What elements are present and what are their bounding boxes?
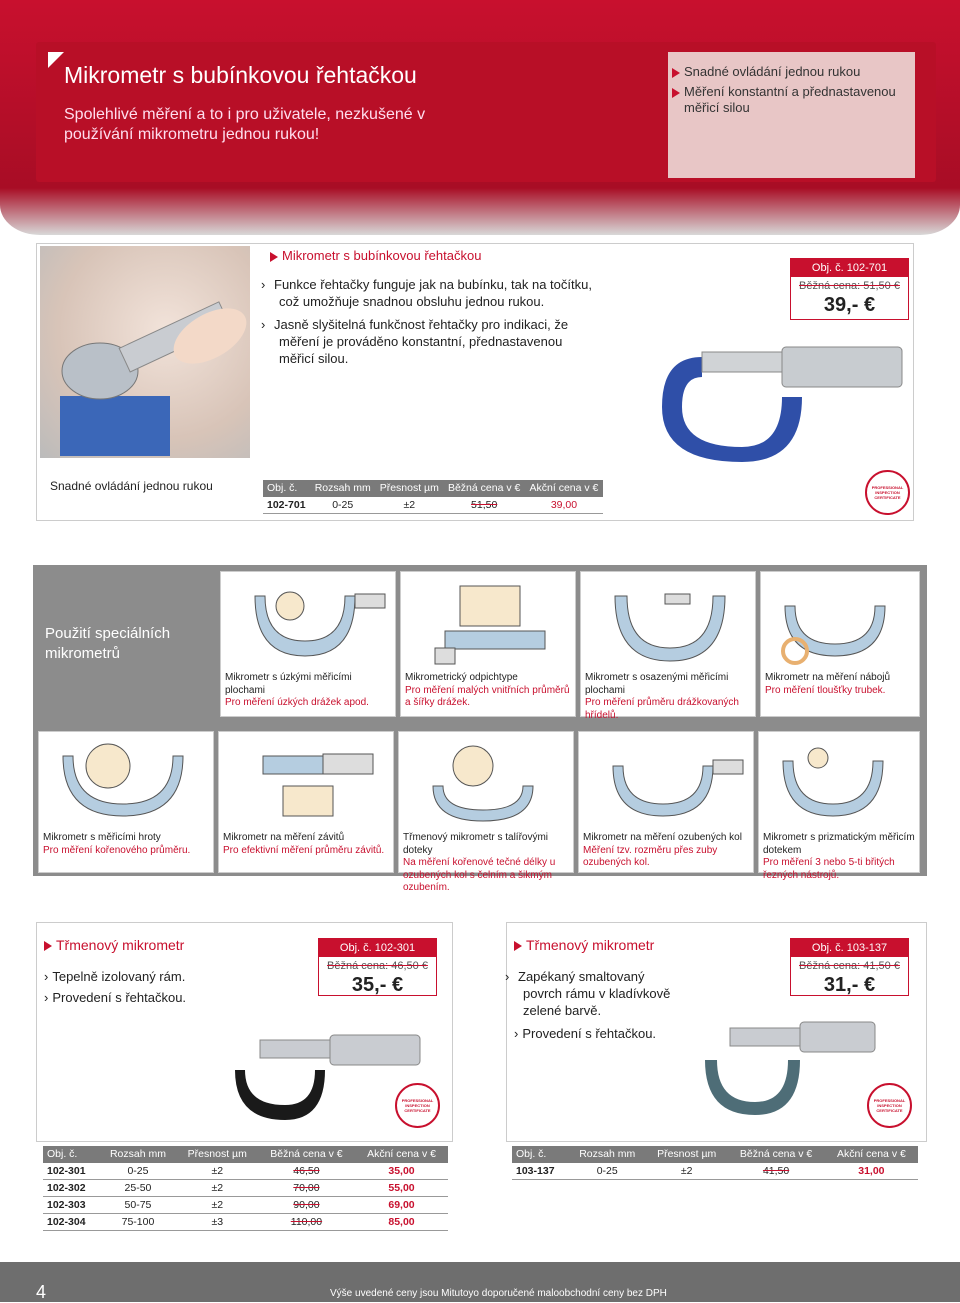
special-item: Mikrometr s měřicími hroty Pro měření kořenového průměru. — [38, 731, 214, 873]
footer-note: Výše uvedené ceny jsou Mitutoyo doporučené maloobchodní ceny bez DPH — [330, 1288, 667, 1299]
special-heading: Použití speciálních mikrometrů — [45, 625, 171, 662]
table-row: 102-301 0-25 ±2 46,50 35,00 — [43, 1163, 448, 1180]
point-anvils-diagram — [43, 736, 211, 826]
green-micrometer-illustration — [700, 1010, 880, 1120]
col-header: Akční cena v € — [825, 1146, 918, 1163]
page-number: 4 — [36, 1282, 47, 1302]
certificate-badge: PROFESSIONAL INSPECTION CERTIFICATE — [865, 470, 910, 515]
col-header: Rozsah mm — [568, 1146, 646, 1163]
special-item: Třmenový mikrometr s talířovými doteky Na měření kořenové tečné délky u ozubených kol s čelním a šikmým ozubením. — [398, 731, 574, 873]
product2-pricebox — [318, 938, 437, 996]
regular-price: Běžná cena: 41,50 € — [799, 960, 900, 972]
thread-diagram — [223, 736, 391, 826]
product1-heading: Mikrometr s bubínkovou řehtačkou — [270, 248, 481, 263]
col-header: Přesnost µm — [375, 480, 443, 497]
special-item: Mikrometr s prizmatickým měřicím dotekem Pro měření 3 nebo 5-ti břitých řezných nástrojů. — [758, 731, 920, 873]
col-header: Rozsah mm — [99, 1146, 176, 1163]
certificate-badge: PROFESSIONAL INSPECTION CERTIFICATE — [395, 1083, 440, 1128]
sale-price: 35,- € — [351, 974, 404, 996]
hand-micrometer-illustration — [40, 246, 250, 458]
product2-point: › Tepelně izolovaný rám. — [44, 969, 186, 984]
caliper-type-diagram — [405, 576, 573, 672]
table-row: 103-137 0-25 ±2 41,50 31,00 — [512, 1163, 918, 1180]
regular-price: Běžná cena: 51,50 € — [799, 280, 900, 292]
order-number: Obj. č. 102-301 — [319, 939, 436, 957]
product2-heading: Třmenový mikrometr — [44, 937, 184, 953]
product1-photo — [40, 246, 250, 458]
table-row: 102-302 25-50 ±2 70,00 55,00 — [43, 1180, 448, 1197]
hero-subtitle: Spolehlivé měření a to i pro uživatele, nezkušené v používání mikrometru jednou rukou! — [64, 106, 426, 143]
hero-bullets-panel — [668, 52, 915, 178]
product3-table — [512, 1146, 918, 1180]
col-header: Přesnost µm — [177, 1146, 258, 1163]
product1-point: › Funkce řehtačky funguje jak na bubínku, tak na točítku, což umožňuje snadnou obsluhu jednou rukou. — [261, 277, 592, 309]
table-row: 102-701 0-25 ±2 51,50 39,00 — [263, 497, 603, 514]
table-row: 102-303 50-75 ±2 90,00 69,00 — [43, 1197, 448, 1214]
photo-caption: Snadné ovládání jednou rukou — [50, 479, 213, 493]
hero-title: Mikrometr s bubínkovou řehtačkou — [64, 62, 417, 88]
hero-bullet: Snadné ovládání jednou rukou — [672, 64, 915, 80]
special-item: Mikrometr s úzkými měřicími plochami Pro měření úzkých drážek apod. — [220, 571, 396, 717]
col-header: Běžná cena v € — [727, 1146, 824, 1163]
special-item: Mikrometr na měření závitů Pro efektivní měření průměru závitů. — [218, 731, 394, 873]
corner-triangle — [48, 52, 64, 68]
table-row: 102-304 75-100 ±3 110,00 85,00 — [43, 1214, 448, 1231]
product3-pricebox — [790, 938, 909, 996]
order-number: Obj. č. 102-701 — [791, 259, 908, 277]
special-item: Mikrometr na měření nábojů Pro měření tloušťky trubek. — [760, 571, 920, 717]
special-item: Mikrometrický odpichtype Pro měření malých vnitřních průměrů a šířky drážek. — [400, 571, 576, 717]
col-header: Akční cena v € — [525, 480, 603, 497]
special-item: Mikrometr na měření ozubených kol Měření tzv. rozměru přes zuby ozubených kol. — [578, 731, 754, 873]
product3-point: › Provedení s řehtačkou. — [514, 1026, 657, 1041]
v-anvil-diagram — [763, 736, 917, 826]
product2-point: › Provedení s řehtačkou. — [44, 990, 187, 1005]
sale-price: 39,- € — [823, 294, 876, 316]
col-header: Běžná cena v € — [443, 480, 525, 497]
product2-table — [43, 1146, 448, 1231]
certificate-badge: PROFESSIONAL INSPECTION CERTIFICATE — [867, 1083, 912, 1128]
product1-table — [263, 480, 603, 514]
col-header: Obj. č. — [263, 480, 310, 497]
sale-price: 31,- € — [823, 974, 876, 996]
stepped-faces-diagram — [585, 576, 753, 672]
order-number: Obj. č. 103-137 — [791, 939, 908, 957]
product3-point: › Zapékaný smaltovaný povrch rámu v kladívkově zelené barvě. — [505, 969, 671, 1018]
special-item: Mikrometr s osazenými měřicími plochami Pro měření průměru drážkovaných hřídelů. — [580, 571, 756, 717]
tube-diagram — [765, 576, 917, 672]
regular-price: Běžná cena: 46,50 € — [327, 960, 428, 972]
col-header: Obj. č. — [43, 1146, 99, 1163]
product1-point: › Jasně slyšitelná funkčnost řehtačky pro indikaci, že měření je prováděno konstantní, přednastavenou měřicí silou. — [261, 317, 569, 366]
hero-bullet: Měření konstantní a přednastavenou měřicí silou — [672, 84, 915, 116]
col-header: Přesnost µm — [646, 1146, 727, 1163]
col-header: Obj. č. — [512, 1146, 568, 1163]
col-header: Rozsah mm — [310, 480, 375, 497]
narrow-faces-diagram — [225, 576, 393, 672]
product3-heading: Třmenový mikrometr — [514, 937, 654, 953]
gear-diagram — [583, 736, 751, 826]
disc-anvils-diagram — [403, 736, 571, 826]
product1-pricebox — [790, 258, 909, 320]
col-header: Běžná cena v € — [258, 1146, 355, 1163]
col-header: Akční cena v € — [355, 1146, 448, 1163]
